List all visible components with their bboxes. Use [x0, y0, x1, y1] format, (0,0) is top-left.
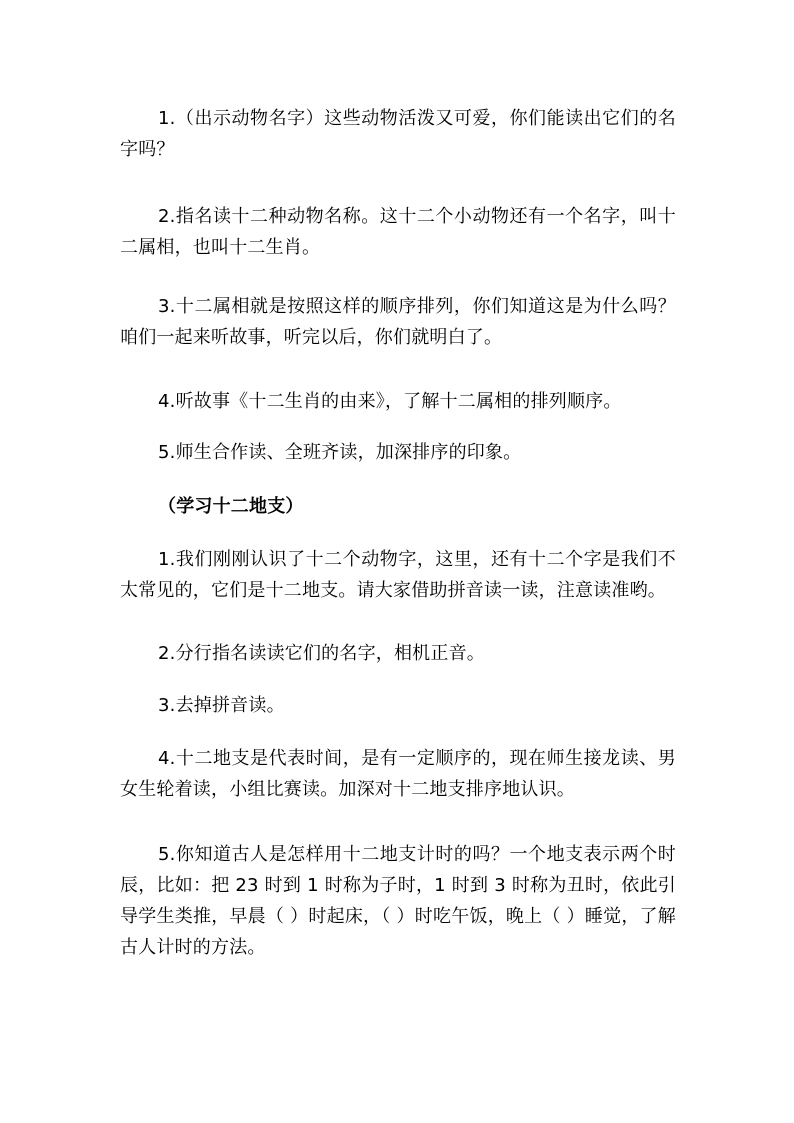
paragraph-3: 3.十二属相就是按照这样的顺序排列，你们知道这是为什么吗？咱们一起来听故事，听完以后，你们就明白了。 [120, 296, 676, 348]
paragraph-2: 2.指名读十二种动物名称。这十二个小动物还有一个名字，叫十二属相，也叫十二生肖。 [120, 206, 676, 258]
paragraph-6: 1.我们刚刚认识了十二个动物字，这里，还有十二个字是我们不太常见的，它们是十二地支。请大家借助拼音读一读，注意读准哟。 [120, 549, 676, 601]
section-heading: （学习十二地支） [158, 496, 304, 517]
paragraph-10: 5.你知道古人是怎样用十二地支计时的吗？一个地支表示两个时辰，比如：把 23 时到 1 时称为子时，1 时到 3 时称为丑时，依此引导学生类推，早晨（ ）时起床，（ ）时吃午饭，晚上（ ）睡觉，了解古人计时的方法。 [120, 844, 676, 958]
paragraph-9: 4.十二地支是代表时间，是有一定顺序的，现在师生接龙读、男女生轮着读，小组比赛读。加深对十二地支排序地认识。 [120, 748, 676, 800]
paragraph-5: 5.师生合作读、全班齐读，加深排序的印象。 [158, 442, 522, 463]
paragraph-7: 2.分行指名读读它们的名字，相机正音。 [158, 643, 485, 664]
paragraph-1: 1.（出示动物名字）这些动物活泼又可爱，你们能读出它们的名字吗？ [120, 108, 676, 160]
paragraph-8: 3.去掉拼音读。 [158, 695, 285, 716]
paragraph-4: 4.听故事《十二生肖的由来》，了解十二属相的排列顺序。 [158, 391, 622, 412]
